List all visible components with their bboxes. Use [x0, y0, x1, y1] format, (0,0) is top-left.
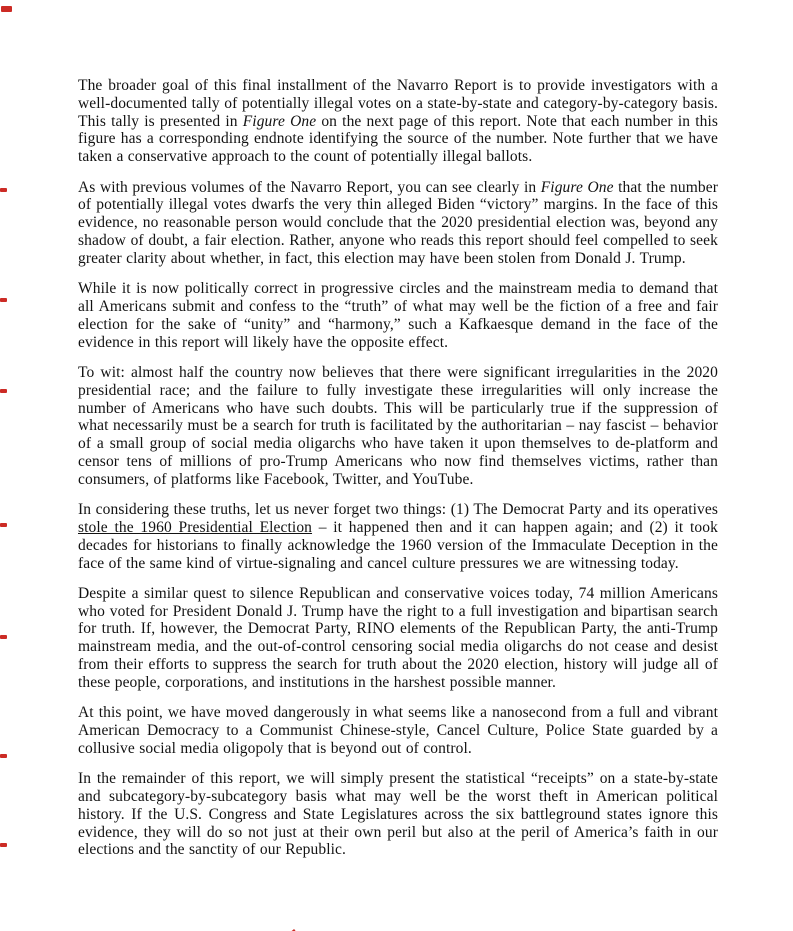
paragraph-4 — [78, 364, 718, 489]
text-run: – it happened then and it can happen again; and (2) it took decades for historians to finally acknowledge the 1960 version of the Immaculate Deception in the face of the same kind of virtue-signaling and cancel culture pressures we are witnessing today. — [78, 518, 718, 572]
paragraph-7 — [78, 704, 718, 757]
text-run: The broader goal of this final installment of the Navarro Report is to provide investigators with a well-documented tally of potentially illegal votes on a state-by-state and category-by-category basis. This tally is presented in — [78, 77, 718, 130]
text-run: As with previous volumes of the Navarro Report, you can see clearly in — [78, 178, 541, 196]
paragraph-1 — [78, 77, 718, 166]
link-stole-1960-election[interactable]: stole the 1960 Presidential Election — [78, 518, 313, 536]
text-run: At this point, we have moved dangerously in what seems like a nanosecond from a full and vibrant American Democracy to a Communist Chinese-style, Cancel Culture, Police State guarded by a collusive social media oligopoly that is beyond out of control. — [78, 704, 718, 757]
text-run: While it is now politically correct in progressive circles and the mainstream media to demand that all Americans submit and confess to the “truth” of what may well be the fiction of a free and fair election for the sake of “unity” and “harmony,” such a Kafkaesque demand in the face of the evidence in this report will likely have the opposite effect. — [78, 280, 718, 351]
text-run: In the remainder of this report, we will simply present the statistical “receipts” on a state-by-state and subcategory-by-subcategory basis what may well be the worst theft in American political history. If the U.S. Congress and State Legislatures across the six battleground states ignore this evidence, they will do so not just at their own peril but also at the peril of America’s faith in our elections and the sanctity of our Republic. — [78, 770, 718, 859]
text-run: on the next page of this report. Note that each number in this figure has a corresponding endnote identifying the source of the number. Note further that we have taken a conservative approach to the count of potentially illegal ballots. — [78, 112, 718, 166]
red-annotation-mark — [0, 635, 7, 639]
paragraph-2 — [78, 179, 718, 268]
text-run: To wit: almost half the country now believes that there were significant irregularities in the 2020 presidential race; and the failure to fully investigate these irregularities will only increase the number of Americans who have such doubts. This will be particularly true if the suppression of what necessarily must be a search for truth is facilitated by the authoritarian – nay fascist – behavior of a small group of social media oligarchs who have taken it upon themselves to de-platform and censor tens of millions of pro-Trump Americans who now find themselves victims, rather than consumers, of platforms like Facebook, Twitter, and YouTube. — [78, 363, 718, 488]
figure-one-reference: Figure One — [242, 112, 317, 130]
paragraph-5 — [78, 501, 718, 572]
red-annotation-mark — [0, 298, 7, 302]
red-pen-curve-mark — [271, 913, 300, 931]
red-annotation-mark — [1, 6, 12, 12]
text-run: Despite a similar quest to silence Republican and conservative voices today, 74 million Americans who voted for President Donald J. Trump have the right to a full investigation and bipartisan search for truth. If, however, the Democrat Party, RINO elements of the Republican Party, the anti-Trump mainstream media, and the out-of-control censoring social media oligarchs do not cease and desist from their efforts to suppress the search for truth about the 2020 election, history will judge all of these people, corporations, and institutions in the harshest possible manner. — [78, 584, 718, 691]
red-annotation-mark — [0, 523, 7, 527]
red-annotation-mark — [0, 188, 7, 192]
figure-one-reference: Figure One — [540, 178, 614, 196]
document-text-block — [78, 77, 718, 872]
red-annotation-mark — [0, 389, 7, 393]
paragraph-8 — [78, 770, 718, 859]
text-run: that the number of potentially illegal votes dwarfs the very thin alleged Biden “victory” margins. In the face of this evidence, no reasonable person would conclude that the 2020 presidential election was, beyond any shadow of doubt, a fair election. Rather, anyone who reads this report should feel compelled to seek greater clarity about whether, in fact, this election may have been stolen from Donald J. Trump. — [78, 178, 718, 267]
red-annotation-mark — [0, 843, 7, 847]
text-run: In considering these truths, let us never forget two things: (1) The Democrat Party and its operatives — [78, 501, 718, 519]
red-annotation-mark — [0, 754, 7, 758]
paragraph-6 — [78, 585, 718, 692]
paragraph-3 — [78, 280, 718, 351]
